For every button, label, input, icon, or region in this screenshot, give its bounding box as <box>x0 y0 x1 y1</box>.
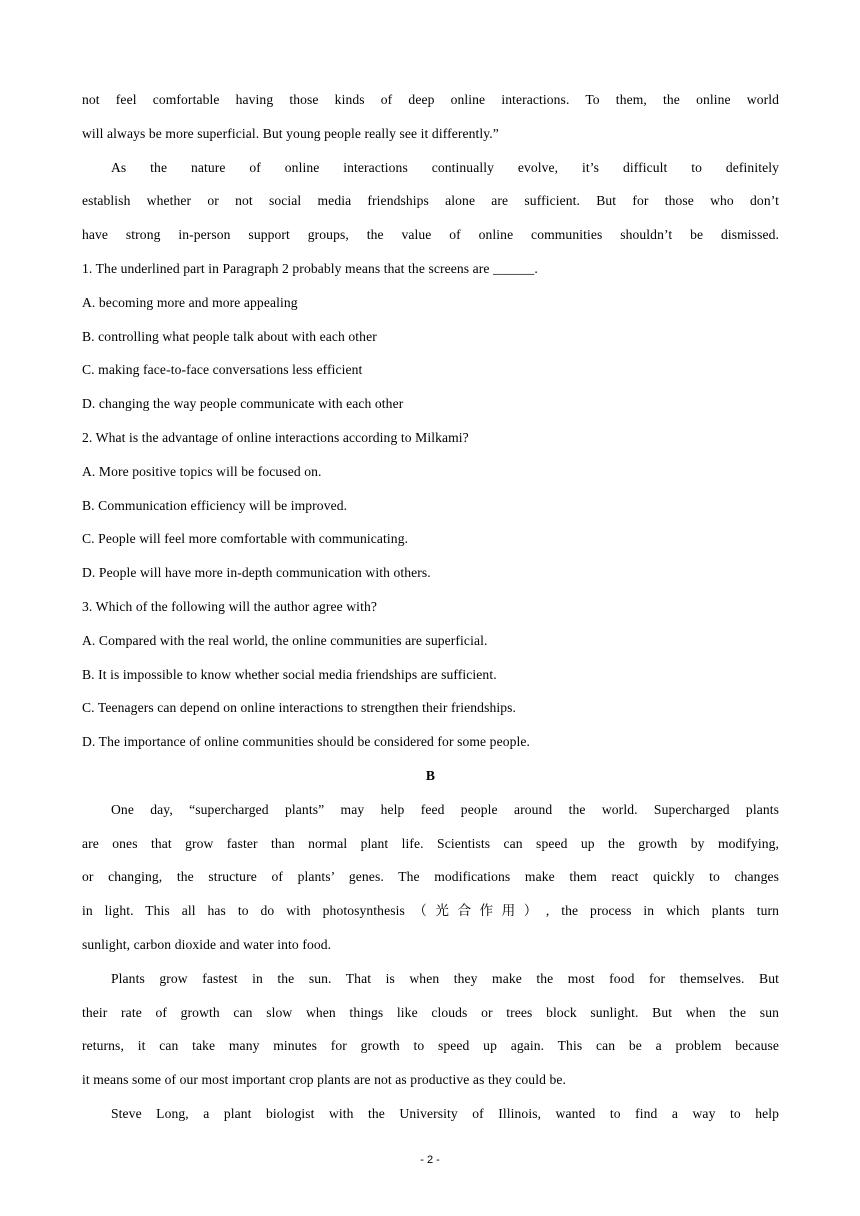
text-line: As the nature of online interactions continually evolve, it’s difficult to definitely <box>111 159 779 175</box>
answer-option: C. Teenagers can depend on online interactions to strengthen their friendships. <box>82 700 517 716</box>
answer-option: B. Communication efficiency will be improved. <box>82 497 348 513</box>
text-line: their rate of growth can slow when things like clouds or trees block sunlight. But when the sun <box>82 1004 779 1020</box>
answer-option: D. The importance of online communities should be considered for some people. <box>82 734 531 750</box>
answer-option: D. People will have more in-depth communication with others. <box>82 565 431 581</box>
answer-option: C. making face-to-face conversations less efficient <box>82 362 363 378</box>
text-line: Steve Long, a plant biologist with the University of Illinois, wanted to find a way to help <box>111 1105 779 1121</box>
text-line: establish whether or not social media friendships alone are sufficient. But for those who don’t <box>82 193 779 209</box>
section-heading: B <box>425 767 436 783</box>
text-line: or changing, the structure of plants’ genes. The modifications make them react quickly to changes <box>82 869 779 885</box>
text-line: are ones that grow faster than normal plant life. Scientists can speed up the growth by modifying, <box>82 835 779 851</box>
answer-option: B. controlling what people talk about with each other <box>82 328 377 344</box>
text-line: Plants grow fastest in the sun. That is when they make the most food for themselves. But <box>111 970 779 986</box>
answer-option: D. changing the way people communicate with each other <box>82 396 404 412</box>
text-line: One day, “supercharged plants” may help feed people around the world. Supercharged plants <box>111 801 779 817</box>
answer-option: A. becoming more and more appealing <box>82 294 298 310</box>
question-stem: 1. The underlined part in Paragraph 2 probably means that the screens are ______. <box>82 260 538 276</box>
question-stem: 2. What is the advantage of online interactions according to Milkami? <box>82 429 469 445</box>
text-line: sunlight, carbon dioxide and water into food. <box>82 936 332 952</box>
text-line: not feel comfortable having those kinds of deep online interactions. To them, the online world <box>82 92 779 107</box>
text-line: it means some of our most important crop plants are not as productive as they could be. <box>82 1072 566 1088</box>
answer-option: A. Compared with the real world, the online communities are superficial. <box>82 632 488 648</box>
text-line: have strong in-person support groups, the value of online communities shouldn’t be dismissed. <box>82 227 779 243</box>
question-stem: 3. Which of the following will the author agree with? <box>82 598 377 614</box>
answer-option: C. People will feel more comfortable with communicating. <box>82 531 409 547</box>
text-line: in light. This all has to do with photosynthesis（光合作用）, the process in which plants turn <box>82 903 779 919</box>
page-number: - 2 - <box>420 1154 440 1166</box>
text-line: will always be more superficial. But young people really see it differently.” <box>82 125 499 141</box>
answer-option: A. More positive topics will be focused on. <box>82 463 322 479</box>
text-line: returns, it can take many minutes for growth to speed up again. This can be a problem because <box>82 1038 779 1054</box>
answer-option: B. It is impossible to know whether social media friendships are sufficient. <box>82 666 497 682</box>
page-content <box>82 83 779 1131</box>
